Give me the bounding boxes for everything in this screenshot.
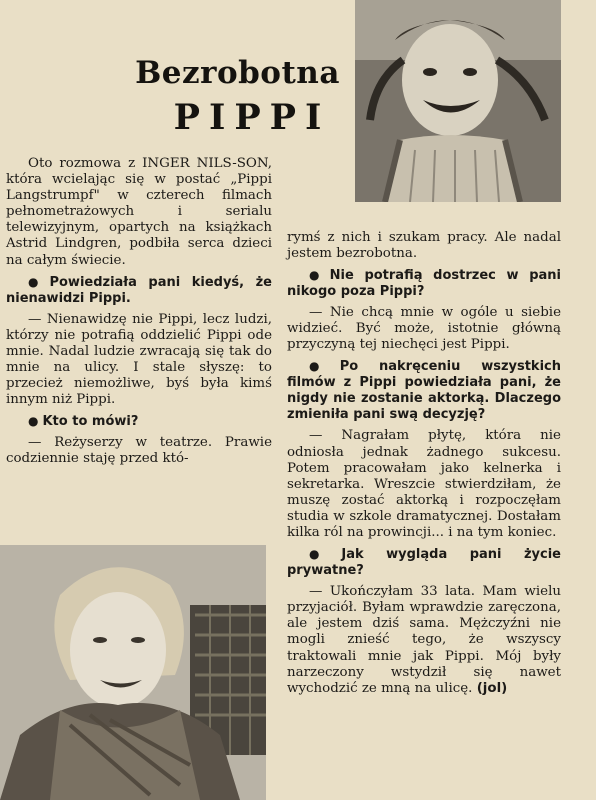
author-signature: (jol) [476, 680, 508, 696]
answer-4: — Nagrałam płytę, która nie odniosła jednak żadnego sukcesu. Potem pracowałam jako kelnerka i sekretarka. Wreszcie stwierdziłam, że muszę zostać aktorką i rozpoczęłam studia w szkole dramatycznej. Dostałam kilka ról na prowincji... i na tym koniec. [287, 428, 561, 541]
pippi-child-photo [355, 0, 561, 202]
question-2 [6, 413, 272, 430]
bullet-icon: ● [309, 359, 336, 374]
answer-5-text: — Ukończyłam 33 lata. Mam wielu przyjaciół. Byłam wprawdzie zaręczona, ale jestem dziś sama. Mężczyźni nie mogli znieść tego, że wszyscy traktowali mnie jak Pippi. Mój były narzeczony wstydził się nawet wychodzić ze mną na ulicę. [287, 584, 561, 696]
bullet-icon: ● [28, 274, 46, 289]
question-5 [287, 546, 561, 579]
answer-5 [287, 584, 561, 697]
question-4-text: Po nakręceniu wszystkich filmów z Pippi powiedziała pani, że nigdy nie zostanie aktorką. Dlaczego zmieniła pani swą decyzję? [287, 359, 561, 423]
bullet-icon: ● [309, 547, 338, 562]
answer-1: — Nienawidzę nie Pippi, lecz ludzi, którzy nie potrafią oddzielić Pippi ode mnie. Nadal ludzie zwracają się tak do mnie na ulicy. I stale słyszę: to przecież niemożliwe, byś była kimś innym niż Pippi. [6, 311, 272, 408]
inger-nilsson-photo [0, 545, 266, 800]
question-2-text: Kto to mówi? [42, 414, 139, 430]
question-3-text: Nie potrafią dostrzec w pani nikogo poza Pippi? [287, 268, 561, 300]
headline-line-1: Bezrobotna [135, 55, 340, 91]
question-1-text: Powiedziała pani kiedyś, że nienawidzi Pippi. [6, 274, 272, 306]
question-1 [6, 274, 272, 307]
question-3 [287, 267, 561, 300]
headline-line-2: PIPPI [173, 97, 331, 138]
answer-2-continued: rymś z nich i szukam pracy. Ale nadal jestem bezrobotna. [287, 230, 561, 262]
answer-2-start: — Reżyserzy w teatrze. Prawie codziennie staję przed któ- [6, 435, 272, 467]
intro-paragraph: Oto rozmowa z INGER NILS-SON, która wcielając się w postać „Pippi Langstrumpf" w czterech filmach pełnometrażowych i serialu telewizyjnym, opartych na książkach Astrid Lindgren, podbiła serca dzieci na całym świecie. [6, 156, 272, 268]
answer-3: — Nie chcą mnie w ogóle u siebie widzieć. Być może, istotnie główną przyczyną tej niechęci jest Pippi. [287, 305, 561, 353]
left-column [6, 156, 272, 470]
question-5-text: Jak wygląda pani życie prywatne? [287, 547, 561, 579]
question-4 [287, 358, 561, 423]
bullet-icon: ● [28, 414, 39, 429]
right-column [287, 230, 561, 700]
bullet-icon: ● [309, 268, 326, 283]
